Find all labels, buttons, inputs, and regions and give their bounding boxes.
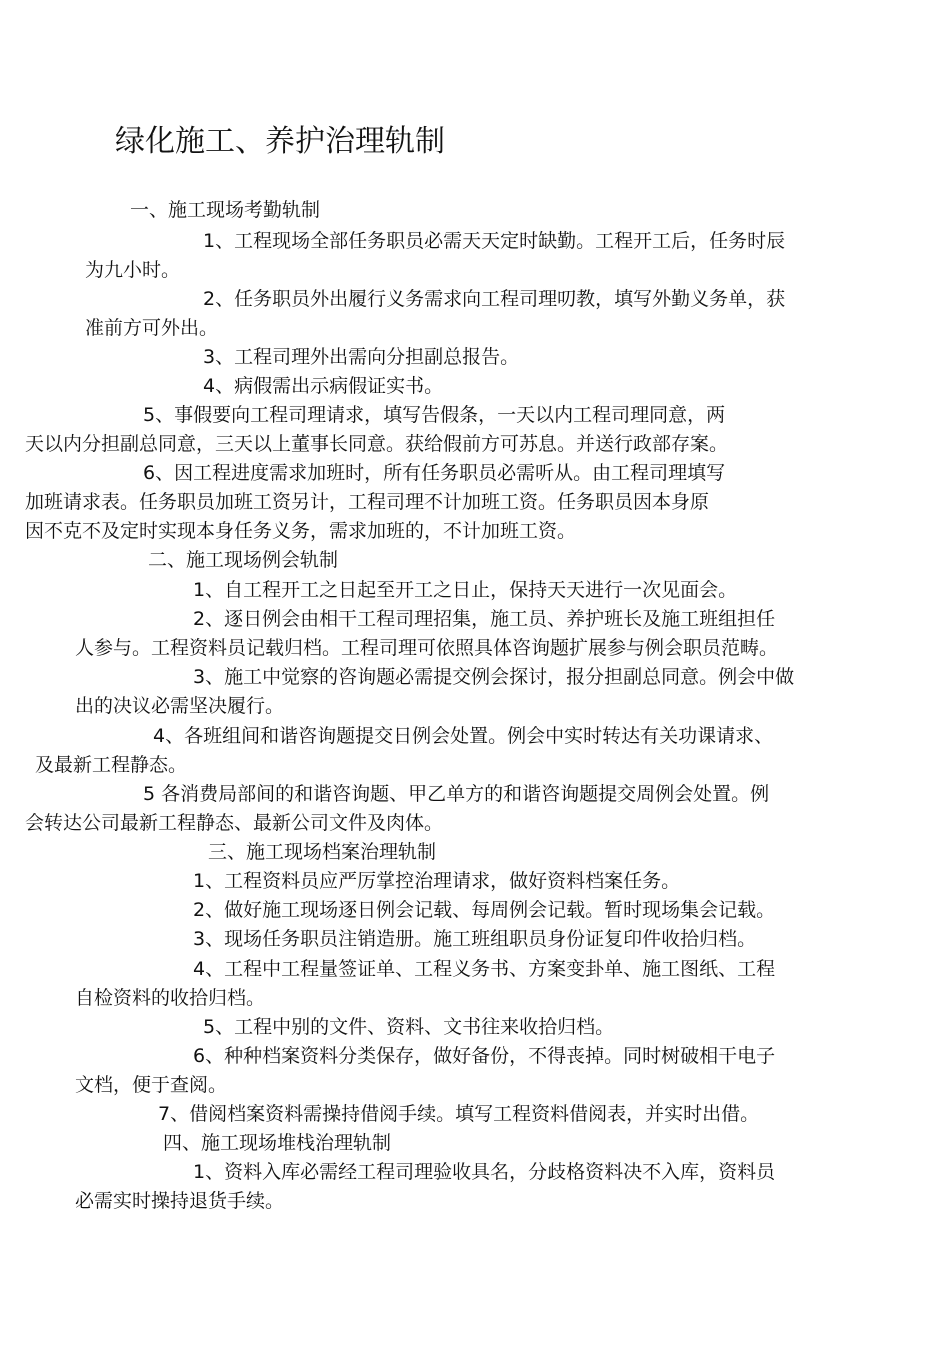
section-heading-warehouse: 四、施工现场堆栈治理轨制 (163, 1132, 392, 1154)
paragraph-line: 1、资料入库必需经工程司理验收具名，分歧格资料决不入库，资料员 (193, 1161, 776, 1183)
paragraph-line: 3、工程司理外出需向分担副总报告。 (203, 346, 520, 368)
paragraph-line: 6、因工程进度需求加班时，所有任务职员必需听从。由工程司理填写 (143, 462, 726, 484)
paragraph-line: 1、工程资料员应严厉掌控治理请求，做好资料档案任务。 (193, 870, 681, 892)
paragraph-line: 4、各班组间和谐咨询题提交日例会处置。例会中实时转达有关功课请求、 (153, 725, 774, 747)
paragraph-line: 自检资料的收拾归档。 (75, 987, 266, 1009)
section-heading-meetings: 二、施工现场例会轨制 (148, 549, 339, 571)
paragraph-line: 2、任务职员外出履行义务需求向工程司理叨教，填写外勤义务单，获 (203, 288, 786, 310)
paragraph-line: 必需实时操持退货手续。 (75, 1190, 285, 1212)
document-title: 绿化施工、养护治理轨制 (115, 124, 445, 159)
paragraph-line: 6、种种档案资料分类保存，做好备份，不得丧掉。同时树破相干电子 (193, 1045, 776, 1067)
paragraph-line: 3、现场任务职员注销造册。施工班组职员身份证复印件收拾归档。 (193, 928, 757, 950)
paragraph-line: 及最新工程静态。 (35, 754, 188, 776)
paragraph-line: 4、病假需出示病假证实书。 (203, 375, 444, 397)
paragraph-line: 5、工程中别的文件、资料、文书往来收拾归档。 (203, 1016, 615, 1038)
paragraph-line: 为九小时。 (85, 259, 181, 281)
paragraph-line: 天以内分担副总同意，三天以上董事长同意。获给假前方可苏息。并送行政部存案。 (25, 433, 729, 455)
paragraph-line: 1、工程现场全部任务职员必需天天定时缺勤。工程开工后，任务时辰 (203, 230, 786, 252)
paragraph-line: 文档，便于查阅。 (75, 1074, 228, 1096)
paragraph-line: 人参与。工程资料员记载归档。工程司理可依照具体咨询题扩展参与例会职员范畴。 (75, 637, 779, 659)
section-heading-archives: 三、施工现场档案治理轨制 (208, 841, 437, 863)
paragraph-line: 会转达公司最新工程静态、最新公司文件及肉体。 (25, 812, 444, 834)
paragraph-line: 5 各消费局部间的和谐咨询题、甲乙单方的和谐咨询题提交周例会处置。例 (143, 783, 770, 805)
paragraph-line: 2、做好施工现场逐日例会记载、每周例会记载。暂时现场集会记载。 (193, 899, 776, 921)
paragraph-line: 5、事假要向工程司理请求，填写告假条，一天以内工程司理同意，两 (143, 404, 726, 426)
paragraph-line: 加班请求表。任务职员加班工资另计，工程司理不计加班工资。任务职员因本身原 (25, 491, 710, 513)
paragraph-line: 2、逐日例会由相干工程司理招集，施工员、养护班长及施工班组担任 (193, 608, 776, 630)
paragraph-line: 因不克不及定时实现本身任务义务，需求加班的，不计加班工资。 (25, 520, 577, 542)
paragraph-line: 3、施工中觉察的咨询题必需提交例会探讨，报分担副总同意。例会中做 (193, 666, 795, 688)
paragraph-line: 1、自工程开工之日起至开工之日止，保持天天进行一次见面会。 (193, 579, 738, 601)
paragraph-line: 4、工程中工程量签证单、工程义务书、方案变卦单、施工图纸、工程 (193, 958, 776, 980)
paragraph-line: 准前方可外出。 (85, 317, 219, 339)
paragraph-line: 出的决议必需坚决履行。 (75, 695, 285, 717)
paragraph-line: 7、借阅档案资料需操持借阅手续。填写工程资料借阅表，并实时出借。 (158, 1103, 760, 1125)
section-heading-attendance: 一、施工现场考勤轨制 (130, 199, 321, 221)
